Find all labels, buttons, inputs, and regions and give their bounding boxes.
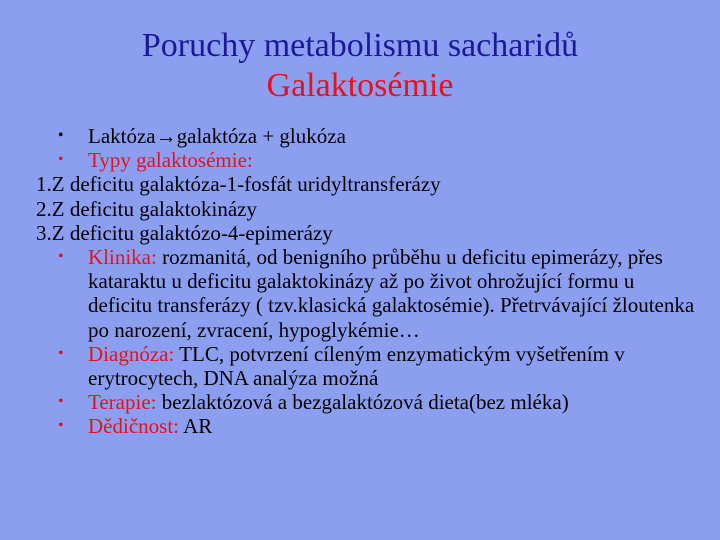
item-text: 3.Z deficitu galaktózo-4-epimerázy (36, 220, 333, 245)
list-item-typy (58, 148, 702, 173)
list-item-laktoza (58, 124, 702, 148)
item-text: bezlaktózová a bezgalaktózová dieta(bez mléka) (156, 390, 569, 415)
list-item-dedicnost (58, 414, 702, 439)
bullet-icon: • (58, 127, 64, 144)
item-text: rozmanitá, od benigního průběhu u deficitu epimerázy, přes kataraktu u deficitu galaktokinázy až po život ohrožující formu u deficitu transferázy ( tzv.klasická galaktosémie). Přetrvávající žloutenka po narození, zvracení, hypoglykémie… (88, 245, 695, 342)
item-text: Laktóza→galaktóza + glukóza (88, 124, 346, 148)
title-line-2: Galaktosémie (266, 67, 454, 104)
item-label: Dědičnost: (88, 414, 179, 439)
bullet-icon: • (58, 344, 64, 362)
item-text: 2.Z deficitu galaktokinázy (36, 196, 258, 221)
item-label: Klinika: (88, 245, 157, 270)
item-label: Terapie: (88, 390, 157, 415)
item-text: AR (178, 414, 213, 439)
item-label: Typy galaktosémie: (88, 148, 253, 173)
list-item-typ-2 (36, 197, 702, 221)
item-text: 1.Z deficitu galaktóza-1-fosfát uridyltransferázy (36, 172, 441, 197)
list-item-terapie (58, 390, 702, 415)
list-item-diagnoza (58, 341, 702, 391)
bullet-list (36, 124, 702, 439)
list-item-typ-3 (36, 221, 702, 245)
bullet-icon: • (58, 248, 64, 266)
bullet-icon: • (58, 393, 64, 411)
bullet-icon: • (58, 417, 64, 435)
list-item-typ-1 (36, 172, 702, 196)
title-line-1: Poruchy metabolismu sacharidů (141, 27, 579, 64)
bullet-icon: • (58, 151, 64, 169)
item-text: TLC, potvrzení cíleným enzymatickým vyšetřením v erytrocytech, DNA analýza možná (88, 341, 625, 391)
item-label: Diagnóza: (88, 341, 175, 366)
slide-title (0, 26, 720, 106)
list-item-klinika (58, 245, 702, 342)
